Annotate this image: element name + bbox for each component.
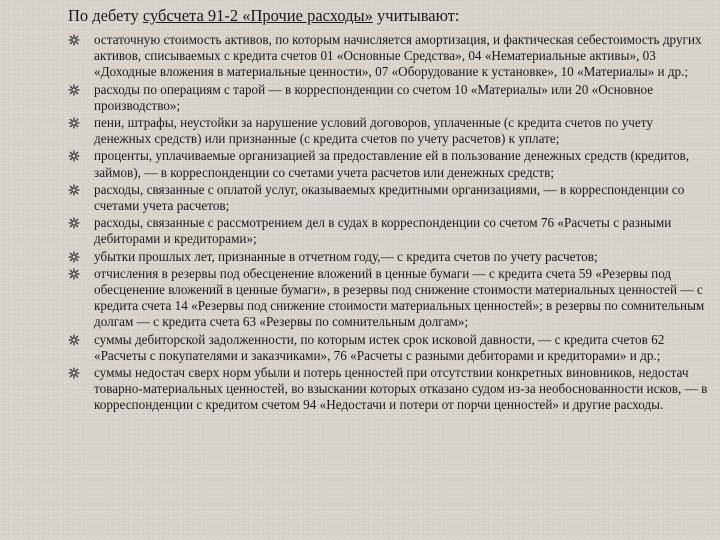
title-suffix: учитывают: bbox=[372, 6, 460, 25]
ornament-bullet-icon bbox=[68, 334, 80, 346]
ornament-bullet-icon bbox=[68, 34, 80, 46]
list-item bbox=[68, 115, 710, 147]
list-item bbox=[68, 365, 710, 414]
ornament-bullet-icon bbox=[68, 251, 80, 263]
list-item bbox=[68, 215, 710, 247]
item-text: суммы дебиторской задолженности, по которым истек срок исковой давности, — с кредита счетов 62 «Расчеты с покупателями и заказчиками», 76 «Расчеты с разными дебиторами и кредиторами» и др.; bbox=[94, 331, 665, 363]
item-text: расходы, связанные с оплатой услуг, оказываемых кредитными организациями, — в корреспонденции со счетами учета расчетов; bbox=[94, 181, 685, 214]
item-text: остаточную стоимость активов, по которым начисляется амортизация, и фактическая себестоимость других активов, списываемых с кредита счетов 01 «Основные Средства», 04 «Нематериальные активы», 03 «Доходные вложения в материальные ценности», 07 «Оборудование к установке», 10 «Материалы» и др.; bbox=[94, 32, 702, 80]
ornament-bullet-icon bbox=[68, 217, 80, 229]
slide-title bbox=[68, 6, 710, 26]
ornament-bullet-icon bbox=[68, 367, 80, 379]
list-item bbox=[68, 32, 710, 81]
bullet-list bbox=[68, 32, 710, 414]
list-item bbox=[68, 266, 710, 331]
item-text: расходы по операциям с тарой — в корреспонденции со счетом 10 «Материалы» или 20 «Основное производство»; bbox=[94, 81, 654, 113]
ornament-bullet-icon bbox=[68, 84, 80, 96]
title-prefix: По дебету bbox=[68, 6, 143, 25]
item-text: убытки прошлых лет, признанные в отчетном году,— с кредита счетов по учету расчетов; bbox=[94, 248, 598, 264]
item-text: суммы недостач сверх норм убыли и потерь ценностей при отсутствии конкретных виновников, недостач товарно-материальных ценностей, во взыскании которых отказано судом из-за необоснованности исков, — в корреспонденции с кредитом счетом 94 «Недостачи и потери от порчи ценностей» и другие расходы. bbox=[94, 365, 708, 413]
title-underlined: субсчета 91-2 «Прочие расходы» bbox=[142, 6, 373, 25]
item-text: пени, штрафы, неустойки за нарушение условий договоров, уплаченные (с кредита счетов по учету денежных средств) или признанные (с кредита счетов по учету расчетов) к уплате; bbox=[94, 115, 653, 147]
item-text: проценты, уплачиваемые организацией за предоставление ей в пользование денежных средств (кредитов, займов), — в корреспонденции со счетами учета расчетов или денежных средств; bbox=[94, 148, 690, 180]
list-item bbox=[68, 332, 710, 364]
ornament-bullet-icon bbox=[68, 150, 80, 162]
list-item bbox=[68, 182, 710, 214]
item-text: расходы, связанные с рассмотрением дел в судах в корреспонденции со счетом 76 «Расчеты с разными дебиторами и кредиторами»; bbox=[94, 215, 672, 247]
ornament-bullet-icon bbox=[68, 268, 80, 280]
ornament-bullet-icon bbox=[68, 117, 80, 129]
ornament-bullet-icon bbox=[68, 184, 80, 196]
list-item bbox=[68, 148, 710, 180]
list-item bbox=[68, 249, 710, 265]
item-text: отчисления в резервы под обесценение вложений в ценные бумаги — с кредита счета 59 «Резервы под обесценение вложений в ценные бумаги», в резервы под снижение стоимости материальных ценностей — с кредита счета 14 «Резервы под снижение стоимости материальных ценностей»; в резервы по сомнительным долгам — с кредита счета 63 «Резервы по сомнительным долгам»; bbox=[94, 265, 705, 330]
list-item bbox=[68, 82, 710, 114]
